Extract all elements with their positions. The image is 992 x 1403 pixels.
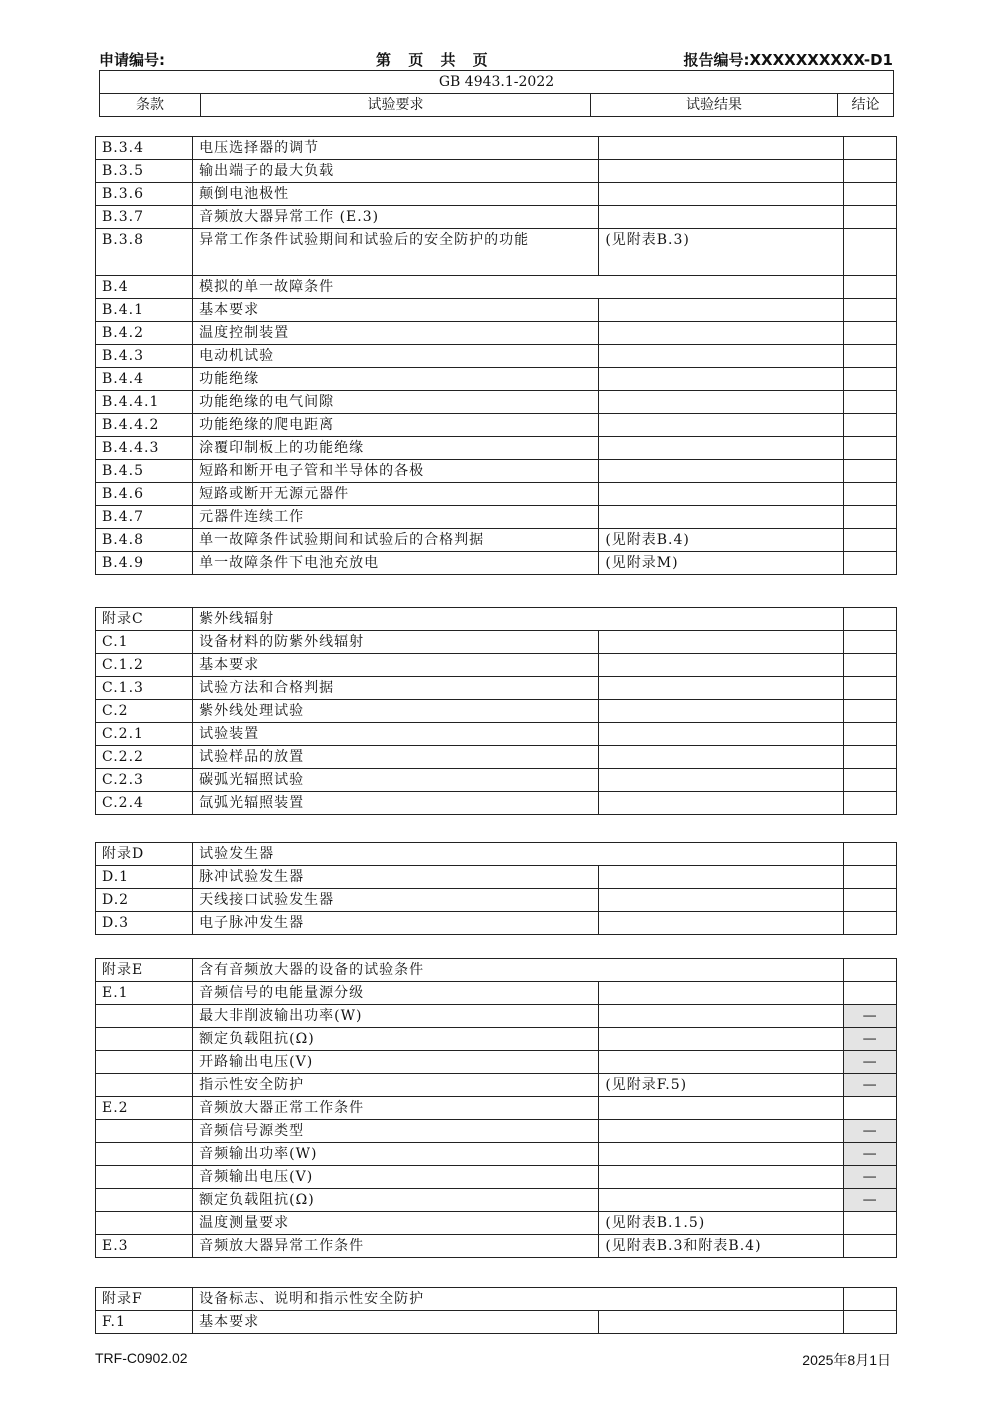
requirement-cell: 音频放大器异常工作条件	[193, 1235, 599, 1258]
clause-cell: B.3.4	[96, 137, 193, 160]
requirement-cell: 设备材料的防紫外线辐射	[193, 631, 599, 654]
result-cell	[599, 160, 844, 183]
result-cell: (见附表B.1.5)	[599, 1212, 844, 1235]
table-row	[96, 414, 897, 437]
table-row	[96, 912, 897, 935]
table-row	[96, 368, 897, 391]
result-cell	[599, 460, 844, 483]
requirement-cell: 短路或断开无源元器件	[193, 483, 599, 506]
clause-cell: B.4	[96, 276, 193, 299]
clause-cell: C.1.3	[96, 677, 193, 700]
table-row	[96, 483, 897, 506]
requirement-cell: 音频放大器异常工作 (E.3)	[193, 206, 599, 229]
clause-cell	[96, 1005, 193, 1028]
result-cell	[599, 677, 844, 700]
verdict-cell: —	[844, 1074, 897, 1097]
requirement-cell: 输出端子的最大负载	[193, 160, 599, 183]
requirement-cell: 音频输出功率(W)	[193, 1143, 599, 1166]
result-cell	[599, 631, 844, 654]
result-cell	[599, 1143, 844, 1166]
verdict-cell	[844, 345, 897, 368]
clause-cell: B.3.6	[96, 183, 193, 206]
verdict-cell	[844, 160, 897, 183]
clause-cell	[96, 1189, 193, 1212]
clause-cell	[96, 1212, 193, 1235]
verdict-cell	[844, 322, 897, 345]
clause-cell	[96, 1143, 193, 1166]
table-row	[96, 137, 897, 160]
clause-table	[95, 136, 897, 575]
table-row	[96, 206, 897, 229]
verdict-cell: —	[844, 1189, 897, 1212]
clause-cell: D.3	[96, 912, 193, 935]
verdict-cell	[844, 1288, 897, 1311]
requirement-cell: 基本要求	[193, 299, 599, 322]
column-header-verdict: 结论	[838, 94, 894, 117]
verdict-cell	[844, 137, 897, 160]
verdict-cell	[844, 1097, 897, 1120]
result-cell	[599, 1028, 844, 1051]
requirement-cell: 单一故障条件下电池充放电	[193, 552, 599, 575]
column-header-clause: 条款	[100, 94, 201, 117]
verdict-cell	[844, 631, 897, 654]
result-cell: (见附录M)	[599, 552, 844, 575]
result-cell	[599, 1311, 844, 1334]
table-row	[96, 345, 897, 368]
result-cell	[599, 866, 844, 889]
requirement-cell: 氙弧光辐照装置	[193, 792, 599, 815]
column-header-requirement: 试验要求	[201, 94, 591, 117]
verdict-cell	[844, 414, 897, 437]
result-cell	[599, 1189, 844, 1212]
verdict-cell: —	[844, 1028, 897, 1051]
table-row	[96, 183, 897, 206]
requirement-cell: 音频信号的电能量源分级	[193, 982, 599, 1005]
clause-cell: C.2	[96, 700, 193, 723]
verdict-cell	[844, 183, 897, 206]
table-row	[96, 1143, 897, 1166]
result-cell	[599, 206, 844, 229]
table-row	[96, 299, 897, 322]
page-header	[99, 48, 893, 70]
table-row	[96, 723, 897, 746]
verdict-cell	[844, 1235, 897, 1258]
result-cell	[599, 700, 844, 723]
clause-table	[95, 1287, 897, 1334]
clause-table	[95, 958, 897, 1258]
requirement-cell: 基本要求	[193, 1311, 599, 1334]
table-row	[96, 700, 897, 723]
table-row	[96, 322, 897, 345]
table-row	[96, 1235, 897, 1258]
clause-cell	[96, 1051, 193, 1074]
requirement-cell: 温度测量要求	[193, 1212, 599, 1235]
clause-table	[95, 842, 897, 935]
result-cell	[599, 137, 844, 160]
table-row	[96, 1051, 897, 1074]
clause-cell: B.4.6	[96, 483, 193, 506]
table-row	[96, 1074, 897, 1097]
verdict-cell	[844, 229, 897, 276]
requirement-cell: 额定负载阻抗(Ω)	[193, 1189, 599, 1212]
verdict-cell	[844, 723, 897, 746]
requirement-cell: 试验方法和合格判据	[193, 677, 599, 700]
verdict-cell	[844, 959, 897, 982]
result-cell	[599, 391, 844, 414]
result-cell	[599, 982, 844, 1005]
table-row	[96, 1311, 897, 1334]
result-cell: (见附表B.3)	[599, 229, 844, 276]
verdict-cell	[844, 276, 897, 299]
requirement-cell: 音频放大器正常工作条件	[193, 1097, 599, 1120]
clause-cell: B.3.5	[96, 160, 193, 183]
verdict-cell	[844, 552, 897, 575]
result-cell	[599, 889, 844, 912]
clause-cell: D.1	[96, 866, 193, 889]
result-cell	[599, 483, 844, 506]
result-cell	[599, 1097, 844, 1120]
clause-cell	[96, 1028, 193, 1051]
requirement-cell: 指示性安全防护	[193, 1074, 599, 1097]
result-cell	[599, 654, 844, 677]
clause-cell: C.1	[96, 631, 193, 654]
result-cell	[599, 345, 844, 368]
report-number-label: 报告编号:XXXXXXXXXX-D1	[683, 51, 893, 69]
verdict-cell: —	[844, 1166, 897, 1189]
verdict-cell	[844, 654, 897, 677]
page-number-label: 第 页 共 页	[376, 51, 494, 69]
clause-cell: B.4.4.1	[96, 391, 193, 414]
requirement-cell: 音频信号源类型	[193, 1120, 599, 1143]
clause-cell: B.4.2	[96, 322, 193, 345]
requirement-cell: 试验样品的放置	[193, 746, 599, 769]
verdict-cell	[844, 1212, 897, 1235]
verdict-cell	[844, 746, 897, 769]
requirement-cell: 模拟的单一故障条件	[193, 276, 844, 299]
clause-cell: C.2.4	[96, 792, 193, 815]
requirement-cell: 温度控制装置	[193, 322, 599, 345]
verdict-cell	[844, 460, 897, 483]
result-cell	[599, 1166, 844, 1189]
verdict-cell	[844, 483, 897, 506]
table-row	[96, 792, 897, 815]
clause-cell	[96, 1166, 193, 1189]
verdict-cell: —	[844, 1051, 897, 1074]
table-row	[96, 229, 897, 276]
clause-cell: B.4.9	[96, 552, 193, 575]
result-cell: (见附表B.3和附表B.4)	[599, 1235, 844, 1258]
column-header-result: 试验结果	[591, 94, 838, 117]
requirement-cell: 功能绝缘	[193, 368, 599, 391]
table-row	[96, 843, 897, 866]
result-cell	[599, 912, 844, 935]
requirement-cell: 含有音频放大器的设备的试验条件	[193, 959, 844, 982]
requirement-cell: 碳弧光辐照试验	[193, 769, 599, 792]
verdict-cell	[844, 912, 897, 935]
result-cell	[599, 723, 844, 746]
result-cell	[599, 368, 844, 391]
clause-cell: B.4.4.2	[96, 414, 193, 437]
result-cell	[599, 1005, 844, 1028]
result-cell	[599, 1120, 844, 1143]
requirement-cell: 单一故障条件试验期间和试验后的合格判据	[193, 529, 599, 552]
table-row	[96, 866, 897, 889]
requirement-cell: 短路和断开电子管和半导体的各极	[193, 460, 599, 483]
table-row	[96, 1005, 897, 1028]
requirement-cell: 试验发生器	[193, 843, 844, 866]
result-cell	[599, 792, 844, 815]
table-row	[96, 1097, 897, 1120]
verdict-cell	[844, 769, 897, 792]
clause-cell: B.4.5	[96, 460, 193, 483]
table-row	[96, 1212, 897, 1235]
clause-cell: F.1	[96, 1311, 193, 1334]
result-cell	[599, 183, 844, 206]
verdict-cell	[844, 391, 897, 414]
table-row	[96, 769, 897, 792]
clause-cell: B.4.4.3	[96, 437, 193, 460]
column-header-table	[99, 70, 894, 117]
result-cell	[599, 746, 844, 769]
verdict-cell	[844, 677, 897, 700]
clause-cell: 附录D	[96, 843, 193, 866]
clause-cell: C.2.1	[96, 723, 193, 746]
clause-cell: D.2	[96, 889, 193, 912]
table-row	[96, 959, 897, 982]
clause-cell	[96, 1120, 193, 1143]
result-cell	[599, 437, 844, 460]
verdict-cell	[844, 608, 897, 631]
verdict-cell	[844, 843, 897, 866]
verdict-cell: —	[844, 1005, 897, 1028]
table-row	[96, 1166, 897, 1189]
clause-cell: E.3	[96, 1235, 193, 1258]
verdict-cell	[844, 792, 897, 815]
verdict-cell	[844, 368, 897, 391]
clause-cell: 附录E	[96, 959, 193, 982]
requirement-cell: 试验装置	[193, 723, 599, 746]
standard-title: GB 4943.1-2022	[100, 71, 894, 94]
verdict-cell: —	[844, 1143, 897, 1166]
table-row	[96, 1120, 897, 1143]
requirement-cell: 音频输出电压(V)	[193, 1166, 599, 1189]
verdict-cell	[844, 506, 897, 529]
clause-cell	[96, 1074, 193, 1097]
requirement-cell: 额定负载阻抗(Ω)	[193, 1028, 599, 1051]
verdict-cell: —	[844, 1120, 897, 1143]
table-row	[96, 276, 897, 299]
verdict-cell	[844, 700, 897, 723]
clause-cell: 附录C	[96, 608, 193, 631]
table-row	[96, 391, 897, 414]
requirement-cell: 颠倒电池极性	[193, 183, 599, 206]
requirement-cell: 元器件连续工作	[193, 506, 599, 529]
verdict-cell	[844, 437, 897, 460]
clause-cell: C.2.3	[96, 769, 193, 792]
table-row	[96, 631, 897, 654]
clause-cell: B.4.1	[96, 299, 193, 322]
clause-table	[95, 607, 897, 815]
table-row	[96, 529, 897, 552]
requirement-cell: 电动机试验	[193, 345, 599, 368]
table-row	[96, 460, 897, 483]
verdict-cell	[844, 206, 897, 229]
requirement-cell: 功能绝缘的电气间隙	[193, 391, 599, 414]
result-cell	[599, 769, 844, 792]
clause-cell: E.1	[96, 982, 193, 1005]
result-cell	[599, 322, 844, 345]
requirement-cell: 涂覆印制板上的功能绝缘	[193, 437, 599, 460]
clause-cell: B.4.8	[96, 529, 193, 552]
table-row	[96, 654, 897, 677]
clause-cell: 附录F	[96, 1288, 193, 1311]
result-cell: (见附表B.4)	[599, 529, 844, 552]
requirement-cell: 最大非削波输出功率(W)	[193, 1005, 599, 1028]
requirement-cell: 开路输出电压(V)	[193, 1051, 599, 1074]
clause-cell: C.1.2	[96, 654, 193, 677]
verdict-cell	[844, 299, 897, 322]
clause-cell: B.4.4	[96, 368, 193, 391]
requirement-cell: 脉冲试验发生器	[193, 866, 599, 889]
result-cell	[599, 1051, 844, 1074]
result-cell	[599, 299, 844, 322]
clause-cell: B.4.7	[96, 506, 193, 529]
table-row	[96, 889, 897, 912]
result-cell: (见附录F.5)	[599, 1074, 844, 1097]
table-row	[96, 552, 897, 575]
requirement-cell: 异常工作条件试验期间和试验后的安全防护的功能	[193, 229, 599, 276]
verdict-cell	[844, 529, 897, 552]
table-row	[96, 982, 897, 1005]
requirement-cell: 紫外线处理试验	[193, 700, 599, 723]
clause-cell: B.4.3	[96, 345, 193, 368]
table-row	[96, 1189, 897, 1212]
table-row	[96, 677, 897, 700]
issue-date: 2025年8月1日	[802, 1352, 891, 1368]
requirement-cell: 功能绝缘的爬电距离	[193, 414, 599, 437]
table-row	[96, 1028, 897, 1051]
table-row	[96, 437, 897, 460]
verdict-cell	[844, 889, 897, 912]
application-number-label: 申请编号:	[99, 51, 165, 69]
clause-cell: B.3.8	[96, 229, 193, 276]
requirement-cell: 基本要求	[193, 654, 599, 677]
clause-cell: C.2.2	[96, 746, 193, 769]
table-row	[96, 746, 897, 769]
requirement-cell: 设备标志、说明和指示性安全防护	[193, 1288, 844, 1311]
requirement-cell: 电压选择器的调节	[193, 137, 599, 160]
verdict-cell	[844, 982, 897, 1005]
table-row	[96, 506, 897, 529]
result-cell	[599, 414, 844, 437]
table-row	[96, 160, 897, 183]
requirement-cell: 电子脉冲发生器	[193, 912, 599, 935]
clause-cell: B.3.7	[96, 206, 193, 229]
table-row	[96, 1288, 897, 1311]
requirement-cell: 天线接口试验发生器	[193, 889, 599, 912]
result-cell	[599, 506, 844, 529]
clause-cell: E.2	[96, 1097, 193, 1120]
verdict-cell	[844, 866, 897, 889]
requirement-cell: 紫外线辐射	[193, 608, 844, 631]
table-row	[96, 608, 897, 631]
verdict-cell	[844, 1311, 897, 1334]
form-code: TRF-C0902.02	[95, 1350, 188, 1366]
